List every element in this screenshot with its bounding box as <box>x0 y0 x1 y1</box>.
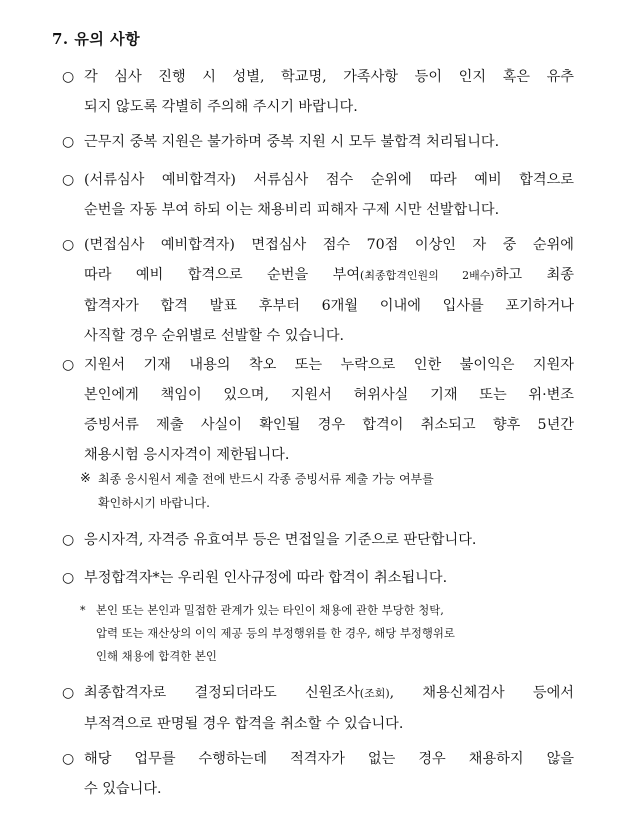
circle-bullet-icon: ○ <box>62 69 75 85</box>
item-line: 각 심사 진행 시 성별, 학교명, 가족사항 등이 인지 혹은 유추 <box>84 69 574 85</box>
circle-bullet-icon: ○ <box>62 685 75 701</box>
footnote-line: 인해 채용에 합격한 본인 <box>96 649 217 663</box>
notice-item-evaluation-bias <box>62 62 574 122</box>
item-line <box>84 260 574 291</box>
notice-item-duplicate-application <box>62 127 574 157</box>
notice-item-qualification-date <box>62 525 574 555</box>
notice-item-false-information <box>62 350 574 470</box>
note-line: 확인하시기 바랍니다. <box>98 496 210 510</box>
item-line-text: , 채용신체검사 등에서 <box>389 685 574 701</box>
fraud-definition-footnote <box>80 599 574 668</box>
item-line-paren: (최종합격인원의 2배수) <box>360 269 495 282</box>
item-line-paren: (조회) <box>359 687 390 700</box>
item-line: 합격자가 합격 발표 후부터 6개월 이내에 입사를 포기하거나 <box>84 298 574 314</box>
footnote-line: 본인 또는 본인과 밀접한 관계가 있는 타인이 채용에 관한 부당한 청탁, <box>96 603 444 617</box>
item-line: 증빙서류 제출 사실이 확인될 경우 합격이 취소되고 향후 5년간 <box>84 417 574 433</box>
item-line: 근무지 중복 지원은 불가하며 중복 지원 시 모두 불합격 처리됩니다. <box>84 134 500 150</box>
item-line: 부적격으로 판명될 경우 합격을 취소할 수 있습니다. <box>84 716 404 732</box>
item-line-text: 최종합격자로 결정되더라도 신원조사 <box>84 685 360 701</box>
item-line: 응시자격, 자격증 유효여부 등은 면접일을 기준으로 판단합니다. <box>84 532 477 548</box>
item-line: 채용시험 응시자격이 제한됩니다. <box>84 447 290 463</box>
asterisk-mark-icon: * <box>80 604 86 617</box>
reference-mark-icon: ※ <box>80 471 91 486</box>
item-line: (면접심사 예비합격자) 면접심사 점수 70점 이상인 자 중 순위에 <box>84 237 574 253</box>
item-line-text: 하고 최종 <box>494 267 574 283</box>
notice-item-fraudulent-hire <box>62 563 574 593</box>
circle-bullet-icon: ○ <box>62 357 75 373</box>
item-line: 수 있습니다. <box>84 781 162 797</box>
item-line: 순번을 자동 부여 하되 이는 채용비리 피해자 구제 시만 선발합니다. <box>84 202 500 218</box>
item-line: 사직할 경우 순위별로 선발할 수 있습니다. <box>84 328 345 344</box>
item-line: 해당 업무를 수행하는데 적격자가 없는 경우 채용하지 않을 <box>84 751 574 767</box>
item-line: 부정합격자*는 우리원 인사규정에 따라 합격이 취소됩니다. <box>84 570 448 586</box>
item-line: 되지 않도록 각별히 주의해 주시기 바랍니다. <box>84 99 358 115</box>
notice-item-no-qualified-candidate <box>62 744 574 804</box>
item-line-text: 따라 예비 합격으로 순번을 부여 <box>84 267 361 283</box>
footnote-line: 압력 또는 재산상의 이익 제공 등의 부정행위를 한 경우, 해당 부정행위로 <box>96 626 455 640</box>
circle-bullet-icon: ○ <box>62 172 75 188</box>
notice-item-background-check <box>62 678 574 739</box>
circle-bullet-icon: ○ <box>62 237 75 253</box>
item-line: 본인에게 책임이 있으며, 지원서 허위사실 기재 또는 위·변조 <box>84 387 574 403</box>
item-line: 지원서 기재 내용의 착오 또는 누락으로 인한 불이익은 지원자 <box>84 357 574 373</box>
circle-bullet-icon: ○ <box>62 532 75 548</box>
circle-bullet-icon: ○ <box>62 751 75 767</box>
note-line: 최종 응시원서 제출 전에 반드시 각종 증빙서류 제출 가능 여부를 <box>98 472 434 486</box>
circle-bullet-icon: ○ <box>62 134 75 150</box>
notice-item-document-reserve <box>62 165 574 225</box>
section-title: 7. 유의 사항 <box>52 30 141 48</box>
reference-note <box>80 467 574 515</box>
notice-item-interview-reserve <box>62 230 574 351</box>
item-line <box>84 678 574 709</box>
circle-bullet-icon: ○ <box>62 570 75 586</box>
item-line: (서류심사 예비합격자) 서류심사 점수 순위에 따라 예비 합격으로 <box>84 172 574 188</box>
